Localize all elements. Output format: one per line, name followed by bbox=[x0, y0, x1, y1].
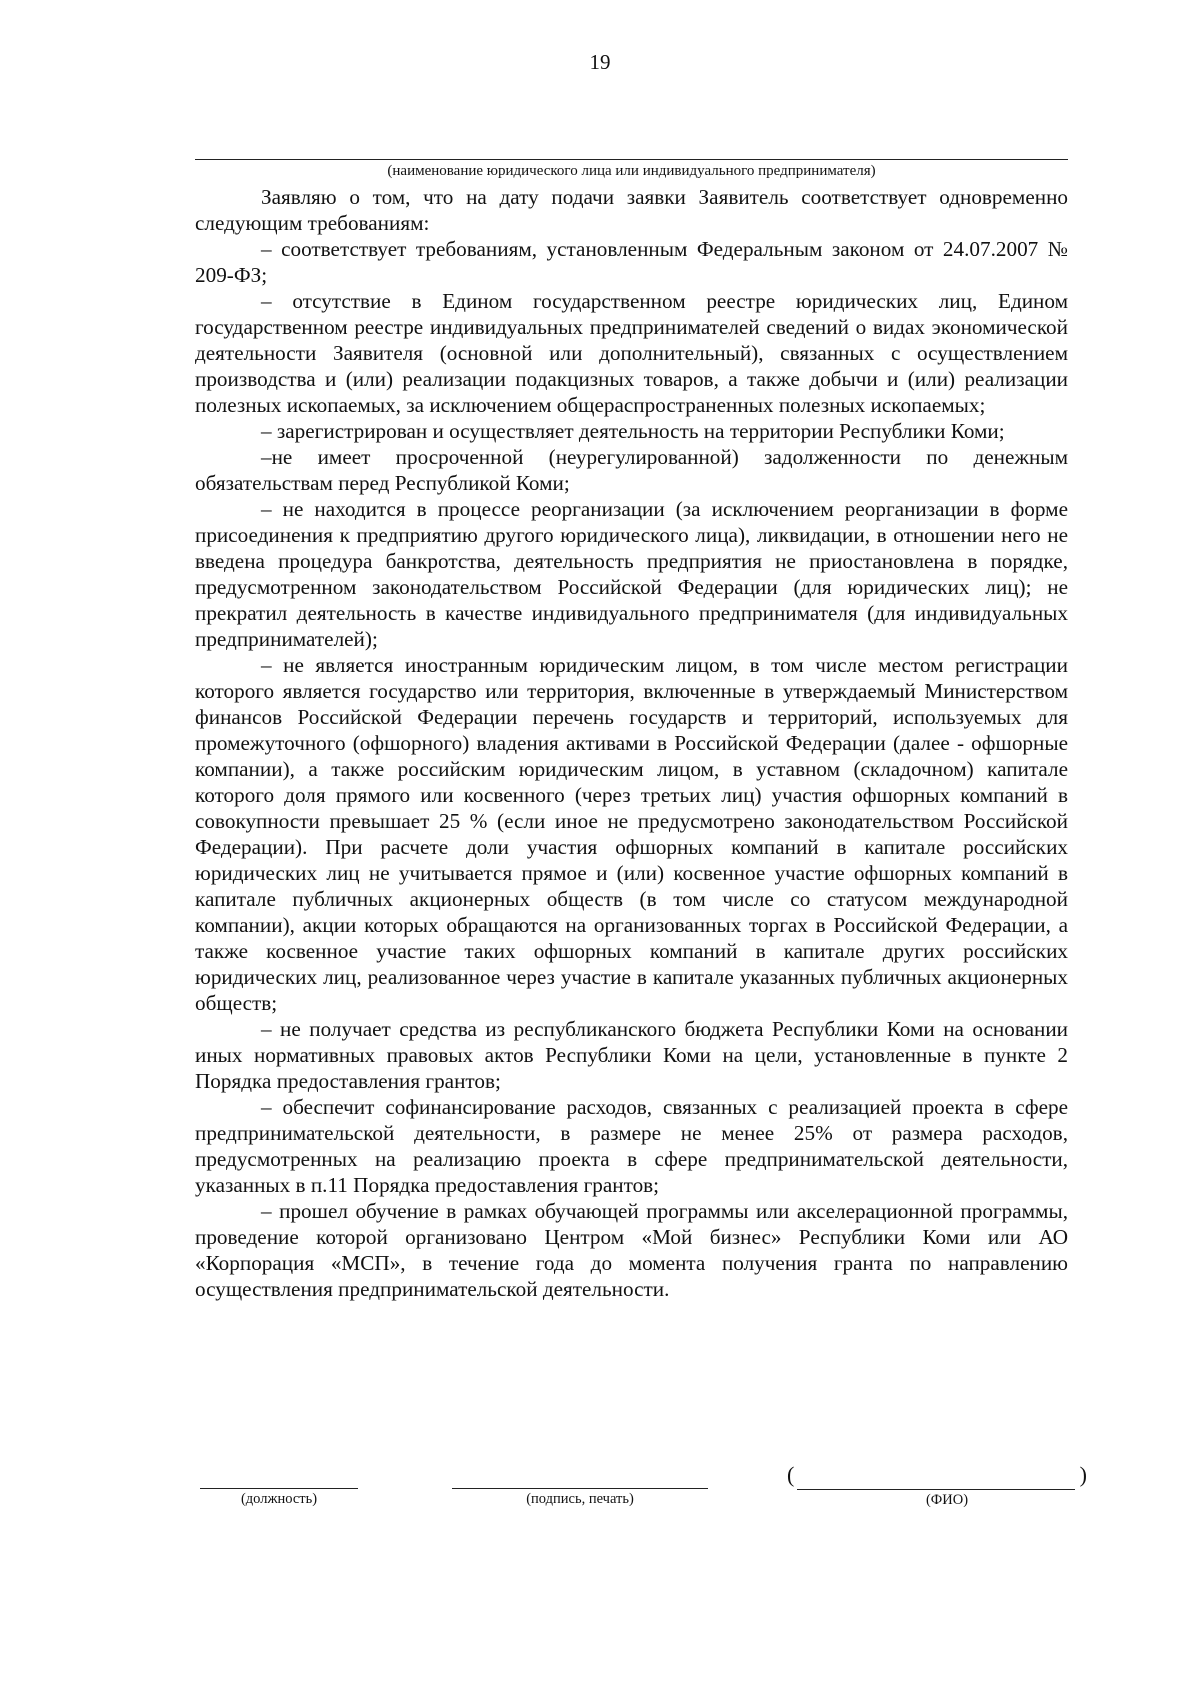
paragraph-requirement: –не имеет просроченной (неурегулированной) задолженности по денежным обязательствам перед Республикой Коми; bbox=[195, 445, 1068, 495]
position-line bbox=[200, 1488, 358, 1489]
paragraph-requirement: – соответствует требованиям, установленным Федеральным законом от 24.07.2007 № 209-ФЗ; bbox=[195, 237, 1068, 287]
position-signature-field bbox=[200, 1466, 358, 1508]
signature-seal-field bbox=[452, 1466, 708, 1508]
paragraph-requirement: – отсутствие в Едином государственном реестре юридических лиц, Едином государственном реестре индивидуальных предпринимателей сведений о видах экономической деятельности Заявителя (основной или дополнительный), связанных с осуществлением производства и (или) реализации подакцизных товаров, а также добычи и (или) реализации полезных ископаемых, за исключением общераспространенных полезных ископаемых; bbox=[195, 289, 1068, 417]
paragraph-requirement: – не получает средства из республиканского бюджета Республики Коми на основании иных нормативных правовых актов Республики Коми на цели, установленные в пункте 2 Порядка предоставления грантов; bbox=[195, 1017, 1068, 1093]
paragraph-requirement: – не находится в процессе реорганизации (за исключением реорганизации в форме присоединения к предприятию другого юридического лица), ликвидации, в отношении него не введена процедура банкротства, деятельность предприятия не приостановлена в порядке, предусмотренном законодательством Российской Федерации (для юридических лиц); не прекратил деятельность в качестве индивидуального предпринимателя (для индивидуальных предпринимателей); bbox=[195, 497, 1068, 651]
position-caption: (должность) bbox=[240, 1491, 318, 1507]
paragraph-intro: Заявляю о том, что на дату подачи заявки Заявитель соответствует одновременно следующим требованиям: bbox=[195, 185, 1068, 235]
fio-close-paren: ) bbox=[1079, 1462, 1087, 1487]
entity-name-caption: (наименование юридического лица или индивидуального предпринимателя) bbox=[387, 163, 876, 179]
fio-open-paren: ( bbox=[787, 1462, 795, 1487]
paragraph-requirement: – зарегистрирован и осуществляет деятельность на территории Республики Коми; bbox=[261, 419, 1005, 443]
page-number: 19 bbox=[589, 50, 611, 74]
signature-line bbox=[452, 1488, 708, 1489]
paragraph-requirement: – обеспечит софинансирование расходов, связанных с реализацией проекта в сфере предпринимательской деятельности, в размере не менее 25% от размера расходов, предусмотренных на реализацию проекта в сфере предпринимательской деятельности, указанных в п.11 Порядка предоставления грантов; bbox=[195, 1095, 1068, 1197]
entity-name-line bbox=[195, 159, 1068, 160]
paragraph-requirement: – прошел обучение в рамках обучающей программы или акселерационной программы, проведение которой организовано Центром «Мой бизнес» Республики Коми или АО «Корпорация «МСП», в течение года до момента получения гранта по направлению осуществления предпринимательской деятельности. bbox=[195, 1199, 1068, 1301]
fio-caption: (ФИО) bbox=[925, 1492, 969, 1508]
document-body bbox=[195, 184, 1068, 1302]
fio-field bbox=[787, 1462, 1087, 1509]
fio-line bbox=[797, 1489, 1075, 1490]
signature-caption: (подпись, печать) bbox=[526, 1491, 634, 1507]
paragraph-requirement: – не является иностранным юридическим лицом, в том числе местом регистрации которого является государство или территория, включенные в утверждаемый Министерством финансов Российской Федерации перечень государств и территорий, используемых для промежуточного (офшорного) владения активами в Российской Федерации (далее - офшорные компании), а также российским юридическим лицом, в уставном (складочном) капитале которого доля прямого или косвенного (через третьих лиц) участия офшорных компаний в совокупности превышает 25 % (если иное не предусмотрено законодательством Российской Федерации). При расчете доли участия офшорных компаний в капитале российских юридических лиц не учитывается прямое и (или) косвенное участие офшорных компаний в капитале публичных акционерных обществ (в том числе со статусом международной компании), акции которых обращаются на организованных торгах в Российской Федерации, а также косвенное участие таких офшорных компаний в капитале других российских юридических лиц, реализованное через участие в капитале указанных публичных акционерных обществ; bbox=[195, 653, 1068, 1015]
